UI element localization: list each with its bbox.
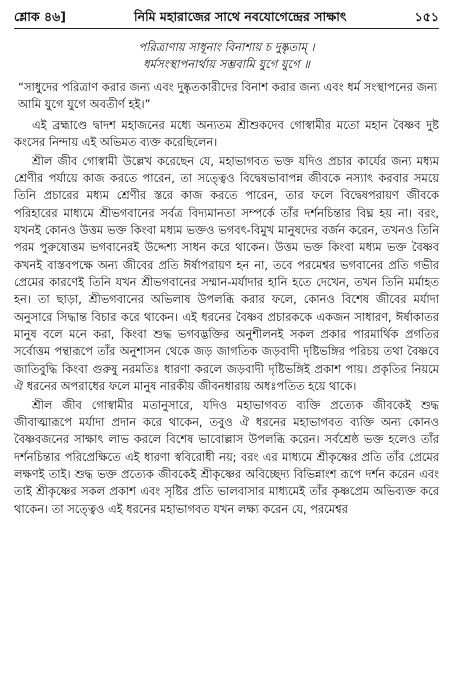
header-divider xyxy=(14,28,439,29)
verse-translation: “সাধুদের পরিত্রাণ করার জন্য এবং দুষ্কৃতকারীদের বিনাশ করার জন্য এবং ধর্ম সংস্থাপনের জন্য আমি যুগে যুগে অবতীর্ণ হই।” xyxy=(18,80,438,111)
paragraph-2: শ্রীল জীব গোস্বামী উল্লেখ করেছেন যে, মহাভাগবত ভক্ত যদিও প্রচার কার্যের জন্য মধ্যম শ্রেণীর পর্যায়ে কাজ করতে পারেন, তা সত্ত্বেও বিদ্বেষভাবাপন্ন জীবকে নস্যাৎ করবার সময়ে তিনি প্রচারের মধ্যম শ্রেণীর স্তরে কাজ করতে পারেন, তার ফলে বিদ্বেষপরায়ণ জীবকে পরিহারের মাধ্যমে শ্রীভগবানের সর্বত্র বিদ্যমানতা সম্পর্কে তাঁর দর্শনচিন্তার বিঘ্ন হয় না। বরং, যখনই কোনও উত্তম ভক্ত কিংবা মধ্যম ভক্তও ভগবৎ-বিমুখ মানুষদের বর্জন করেন, তখনও তিনি পরম পুরুষোত্তম ভগবানেরই উদ্দেশ্য সাধন করে থাকেন। উত্তম ভক্ত কিংবা মধ্যম ভক্ত বৈষ্ণব কখনই বাস্তবপক্ষে অন্য জীবের প্রতি ঈর্ষাপরায়ণ হন না, তবে পরমেশ্বর ভগবানের প্রতি গভীর প্রেমের কারণেই তিনি যখন শ্রীভগবানের সম্মান-মর্যাদার হানি হতে দেখেন, তখন তিনি মর্মাহত হন। তা ছাড়া, শ্রীভগবানের অভিলাষ উপলব্ধি করার ফলে, কোনও বিশেষ জীবের মর্যাদা অনুসারে সিদ্ধান্ত বিচার করে থাকেন। এই ধরনের বৈষ্ণব প্রচারককে একজন সাধারণ, ঈর্ষাকাতর মানুষ বলে মনে করা, কিংবা শুদ্ধ ভগবদ্ভক্তির অনুশীলনই সকল প্রকার পারমার্থিক প্রগতির সর্বোত্তম পন্থারূপে তাঁর অনুশাসন থেকে জড় জাগতিক জড়বাদী দৃষ্টিভঙ্গির পরিচয় তথা বৈষ্ণবে জাতিবুদ্ধি কিংবা গুরুষু নরমতিঃ ধারণা করলে জড়বাদী দৃষ্টিভঙ্গিই প্রকাশ পায়। প্রকৃতির নিয়মে ঐ ধরনের অপরাধের ফলে মানুষ নারকীয় জীবনধারায় অধঃপতিত হয়ে থাকে। xyxy=(14,153,439,394)
verse-line-1: পরিত্রাণায় সাধূনাং বিনাশায় চ দুষ্কৃতাম্‌ । xyxy=(138,40,315,54)
sanskrit-verse xyxy=(14,39,439,73)
verse-reference: শ্লোক ৪৬] xyxy=(14,9,66,24)
paragraph-1: এই ব্রহ্মাণ্ডে দ্বাদশ মহাজনের মধ্যে অন্যতম শ্রীশুকদেব গোস্বামীর মতো মহান বৈষ্ণব দুষ্ট কংসের নিন্দায় এই অভিমত ব্যক্ত করেছিলেন। xyxy=(14,118,439,150)
verse-line-2: ধর্মসংস্থাপনার্থায় সম্ভবামি যুগে যুগে ॥ xyxy=(143,57,310,71)
paragraph-3: শ্রীল জীব গোস্বামীর মতানুসারে, যদিও মহাভাগবত ব্যক্তি প্রত্যেক জীবকেই শুদ্ধ জীবাত্মারূপে মর্যাদা প্রদান করে থাকেন, তবুও ঐ ধরনের মহাভাগবত ব্যক্তি অন্য কোনও বৈষ্ণবজনের সাক্ষাৎ লাভ করলে বিশেষ ভাবোল্লাস উপলব্ধি করেন। সর্বশ্রেষ্ঠ ভক্ত হলেও তাঁর দর্শনচিন্তার পরিপ্রেক্ষিতে এই ধারণা স্ববিরোধী নয়; বরং এর মাধ্যমে শ্রীকৃষ্ণের প্রতি তাঁর প্রেমের লক্ষণই তাই। শুদ্ধ ভক্ত প্রত্যেক জীবকেই শ্রীকৃষ্ণের অবিচ্ছেদ্য বিভিন্নাংশ রূপে দর্শন করেন এবং তাই শ্রীকৃষ্ণের সকল প্রকাশ এবং সৃষ্টির প্রতি ভালবাসার মাধ্যমেই তাঁর কৃষ্ণপ্রেম অভিব্যক্ত করে থাকেন। তা সত্ত্বেও এই ধরনের মহাভাগবত যখন লক্ষ্য করেন যে, পরমেশ্বর xyxy=(14,397,439,516)
chapter-title: নিমি মহারাজের সাথে নবযোগেন্দ্রের সাক্ষাৎ xyxy=(134,9,347,24)
running-header xyxy=(14,0,439,25)
page-number: ১৫১ xyxy=(414,9,439,24)
